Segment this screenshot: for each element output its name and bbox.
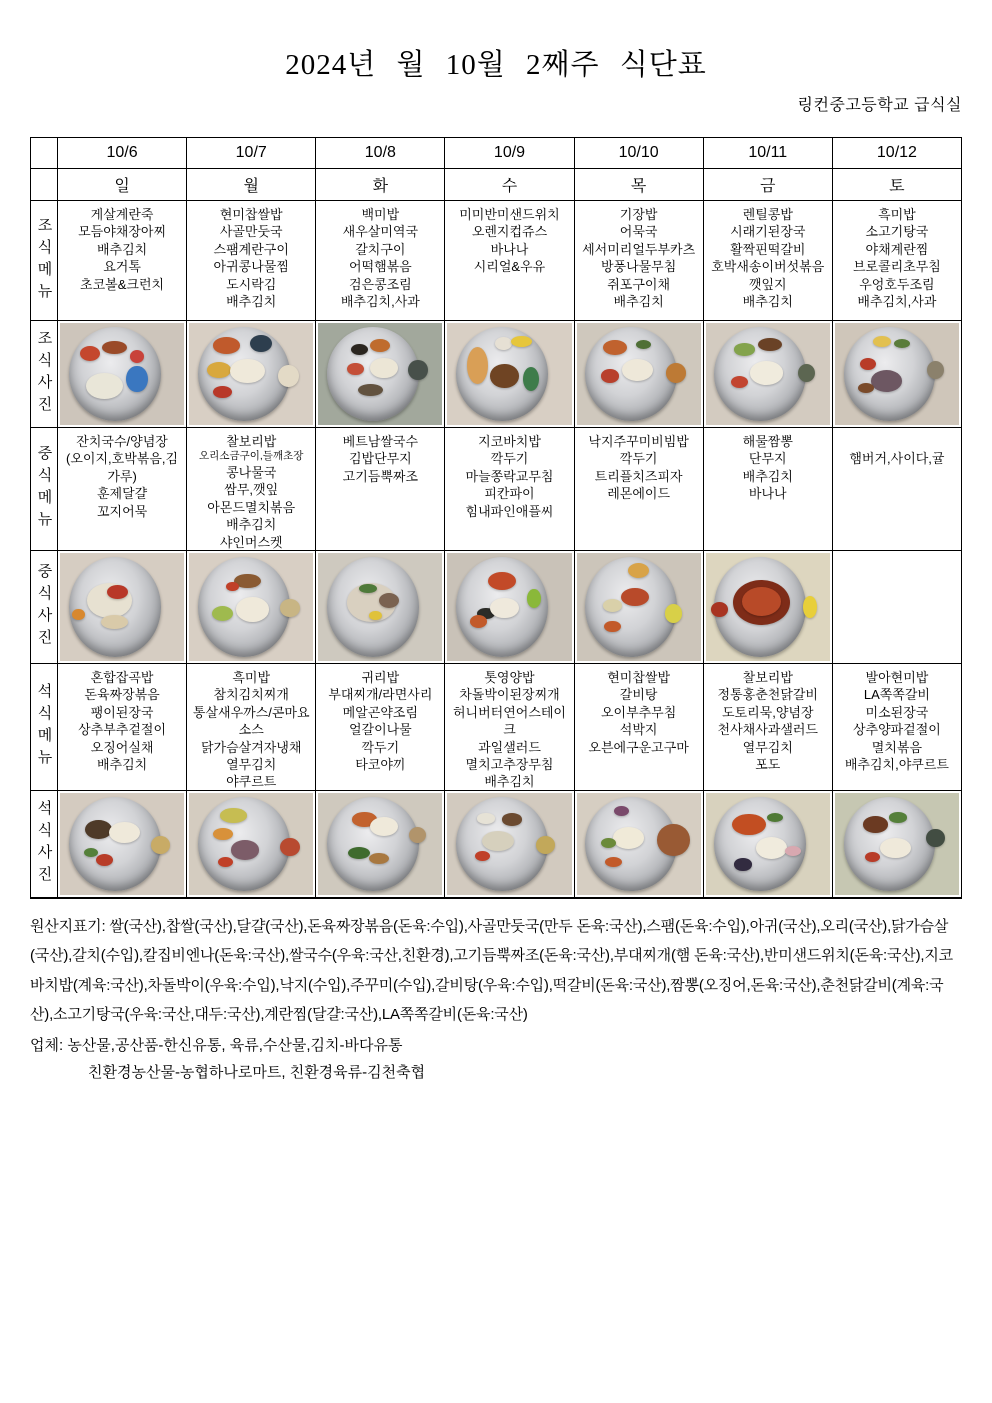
menu-item: 호박새송이버섯볶음 <box>711 259 825 275</box>
menu-item: 오렌지컵쥬스 <box>471 224 548 240</box>
menu-item: 아귀콩나물찜 <box>213 259 289 275</box>
lunch-menu-label-text: 중식메뉴 <box>35 445 53 533</box>
food-item <box>798 364 815 382</box>
dinner-photo-cell-4 <box>575 791 704 898</box>
meal-tray-photo <box>447 793 571 895</box>
breakfast-photo-cell-3 <box>445 321 574 428</box>
food-item <box>927 361 944 379</box>
lunch-photo-cell-1 <box>187 551 316 664</box>
dinner-photo-cell-3 <box>445 791 574 898</box>
menu-item: 현미찹쌀밥 <box>219 207 283 222</box>
menu-item: 배추김치 <box>96 241 148 257</box>
meal-tray-photo <box>189 793 313 895</box>
date-cell-3: 10/9 <box>445 138 574 169</box>
menu-item: 백미밥 <box>361 207 400 222</box>
breakfast-photo-cell-2 <box>316 321 445 428</box>
lunch-menu-cell-3 <box>445 428 574 551</box>
menu-item: 시래기된장국 <box>730 224 806 240</box>
food-item <box>628 563 649 578</box>
menu-item: 과일샐러드 <box>478 739 541 755</box>
menu-item: 아몬드멸치볶음 <box>207 499 296 515</box>
menu-item: 훈제달걀 <box>96 486 148 502</box>
food-item <box>803 596 817 619</box>
food-item <box>231 840 260 859</box>
menu-item: 도시락김 <box>226 276 277 292</box>
food-item <box>926 829 945 847</box>
breakfast-menu-cell-0 <box>58 201 187 321</box>
dinner-photo-label-text: 석식사진 <box>35 800 53 888</box>
food-item <box>351 344 368 355</box>
food-item <box>126 366 147 393</box>
food-item <box>213 828 233 840</box>
meal-tray-photo <box>577 553 701 661</box>
food-item <box>226 582 238 592</box>
menu-item: 야채계란찜 <box>865 241 929 257</box>
breakfast-menu-cell-6 <box>833 201 962 321</box>
menu-item: 현미찹쌀밥 <box>607 670 671 685</box>
lunch-menu-cell-0 <box>58 428 187 551</box>
cafeteria-name: 링컨중고등학교 급식실 <box>797 97 962 114</box>
lunch-menu-cell-1 <box>187 428 316 551</box>
dinner-menu-cell-3 <box>445 664 574 791</box>
dinner-menu-cell-1 <box>187 664 316 791</box>
lunch-menu-cell-4 <box>575 428 704 551</box>
menu-item: 활짝핀떡갈비 <box>730 241 806 257</box>
meal-tray-photo <box>60 553 184 661</box>
food-item <box>665 604 682 622</box>
menu-item: 타코야끼 <box>355 757 406 773</box>
menu-item: 스팸계란구이 <box>213 241 289 257</box>
date-cell-6: 10/12 <box>833 138 962 169</box>
date-cell-0: 10/6 <box>58 138 187 169</box>
meal-tray-photo <box>706 793 830 895</box>
meal-tray-photo <box>577 793 701 895</box>
menu-item: 베트남쌀국수 <box>342 434 419 449</box>
food-item <box>666 363 686 382</box>
menu-item: 깻잎지 <box>748 276 787 292</box>
origin-labeling-text: 원산지표기: 쌀(국산),찹쌀(국산),달걀(국산),돈육짜장볶음(돈육:수입),사골만둣국(만두 돈육:국산),스팸(돈육:수입),아귀(국산),오리(국산),닭가슴살(국산),갈치(수입),칼집비엔나(돈육:국산),쌀국수(우육:국산,친환경),고기듬뿍짜조(돈육:국산),부대찌개(햄 돈육:국산),반미샌드위치(돈육:국산),지코바치밥(계육:국산),차돌박이(우육:수입),낙지(수입),주꾸미(수입),갈비탕(우육:수입),떡갈비(돈육:국산),짬뽕(오징어,돈육:국산),춘천닭갈비(계육:국산),소고기탕국(우육:국산,대두:국산),계란찜(달걀:국산),LA쪽쪽갈비(돈육:국산) <box>30 918 953 1023</box>
menu-table <box>30 137 962 899</box>
breakfast-menu-cell-2 <box>316 201 445 321</box>
meal-tray-photo <box>318 323 442 425</box>
lunch-menu-cell-5 <box>704 428 833 551</box>
menu-item: 게살계란죽 <box>90 207 154 222</box>
menu-item: 배추김치,사과 <box>340 294 420 310</box>
food-item <box>622 359 653 381</box>
menu-item: 석박지 <box>619 722 658 738</box>
menu-item: 배추김치 <box>484 774 535 790</box>
breakfast-photo-cell-6 <box>833 321 962 428</box>
menu-item: 김밥단무지 <box>348 451 412 467</box>
menu-item: 배추김치 <box>742 468 793 484</box>
menu-item: 상추부추겉절이 <box>78 722 167 738</box>
menu-item: 돈육짜장볶음 <box>84 687 160 703</box>
menu-item: 방풍나물무침 <box>600 259 677 275</box>
menu-item: 포도 <box>755 757 781 773</box>
food-item <box>230 359 265 383</box>
breakfast-menu-label <box>31 201 58 321</box>
suppliers-line-1: 업체: 농산물,공산품-한신유통, 육류,수산물,김치-바다유통 <box>30 1037 403 1054</box>
steel-tray <box>69 797 161 891</box>
dinner-photo-cell-2 <box>316 791 445 898</box>
food-item <box>873 336 892 347</box>
menu-item: 상추양파겉절이 <box>852 722 941 738</box>
menu-item: 찰보리밥 <box>742 670 793 685</box>
menu-item: 얼갈이나물 <box>348 722 412 738</box>
menu-item: 세서미리얼두부카츠 <box>582 241 696 257</box>
menu-item: 혼합잡곡밥 <box>90 670 154 685</box>
meal-tray-photo <box>447 553 571 661</box>
menu-item: 렌틸콩밥 <box>742 207 793 222</box>
dinner-menu-cell-4 <box>575 664 704 791</box>
menu-item: 열무김치 <box>226 757 277 773</box>
menu-item: 톳영양밥 <box>484 670 535 685</box>
food-item <box>467 347 488 384</box>
day-cell-3: 수 <box>445 169 574 201</box>
breakfast-photo-label-text: 조식사진 <box>35 330 53 418</box>
food-item <box>734 343 755 355</box>
menu-item: 오이부추무침 <box>600 704 677 720</box>
food-item <box>409 827 426 843</box>
menu-item: 깍두기 <box>361 739 400 755</box>
menu-item: 요거톡 <box>103 259 141 275</box>
food-item <box>379 593 399 608</box>
menu-item: 통살새우까스/콘마요소스 <box>192 704 310 738</box>
food-item <box>151 836 171 854</box>
menu-item: 시리얼&우유 <box>473 259 546 275</box>
corner-cell-top <box>31 138 58 169</box>
menu-item: 갈비탕 <box>619 687 658 703</box>
meal-tray-photo <box>60 793 184 895</box>
menu-item: 마늘쫑락교무침 <box>465 468 554 484</box>
food-item <box>369 611 381 621</box>
food-item <box>613 827 644 848</box>
menu-item: 쥐포구이채 <box>607 276 671 292</box>
breakfast-photo-label <box>31 321 58 428</box>
day-cell-2: 화 <box>316 169 445 201</box>
menu-item: 샤인머스켓 <box>219 534 283 550</box>
page-title: 2024년 월 10월 2째주 식단표 <box>285 49 707 81</box>
lunch-photo-label-text: 중식사진 <box>35 563 53 651</box>
meal-tray-photo <box>189 323 313 425</box>
meal-tray-photo <box>318 553 442 661</box>
lunch-photo-cell-2 <box>316 551 445 664</box>
menu-item: 깍두기 <box>490 451 529 467</box>
menu-item: 바나나 <box>490 241 529 257</box>
food-item <box>536 836 556 854</box>
food-item <box>72 609 84 620</box>
menu-item: 트리플치즈피자 <box>594 468 683 484</box>
food-item <box>220 808 247 822</box>
meal-tray-photo <box>189 553 313 661</box>
menu-item: 레몬에이드 <box>607 486 671 502</box>
menu-item: 힘내파인애플씨 <box>465 503 554 519</box>
dinner-menu-cell-6 <box>833 664 962 791</box>
food-item <box>785 846 801 856</box>
meal-tray-photo <box>835 793 959 895</box>
menu-item: 오븐에구운고구마 <box>588 739 689 755</box>
food-item <box>278 365 299 387</box>
food-item <box>212 606 233 621</box>
food-item <box>475 851 490 861</box>
menu-item: 갈치구이 <box>355 241 406 257</box>
dinner-menu-label <box>31 664 58 791</box>
dinner-menu-cell-0 <box>58 664 187 791</box>
menu-item: LA쪽쪽갈비 <box>863 687 930 703</box>
dinner-photo-cell-5 <box>704 791 833 898</box>
day-cell-0: 일 <box>58 169 187 201</box>
food-item <box>347 363 363 375</box>
menu-item: 소고기탕국 <box>865 224 929 240</box>
menu-item: 멸치고추장무침 <box>465 757 554 773</box>
day-cell-1: 월 <box>187 169 316 201</box>
date-cell-4: 10/10 <box>575 138 704 169</box>
menu-item: 꼬지어묵 <box>96 503 148 519</box>
food-item <box>527 589 541 607</box>
food-item <box>107 585 128 599</box>
day-cell-4: 목 <box>575 169 704 201</box>
menu-item: 배추김치 <box>613 294 664 310</box>
food-item <box>734 858 751 870</box>
menu-item: 배추김치 <box>226 294 277 310</box>
menu-item: 닭가슴살겨자냉채 <box>200 739 302 755</box>
food-item <box>80 346 100 361</box>
food-item <box>490 598 519 619</box>
food-item <box>523 367 539 391</box>
breakfast-photo-cell-1 <box>187 321 316 428</box>
food-item <box>732 814 766 835</box>
date-cell-5: 10/11 <box>704 138 833 169</box>
lunch-menu-cell-2 <box>316 428 445 551</box>
food-item <box>102 341 127 354</box>
menu-item: 참치김치찌개 <box>213 687 289 703</box>
menu-item: 열무김치 <box>742 739 793 755</box>
lunch-menu-label <box>31 428 58 551</box>
dinner-photo-cell-6 <box>833 791 962 898</box>
menu-item: 메알곤약조림 <box>342 704 419 720</box>
menu-item: 허니버터연어스테이크 <box>452 704 566 738</box>
lunch-photo-cell-6 <box>833 551 962 664</box>
food-item <box>470 615 487 628</box>
menu-item: 모듬야채장아찌 <box>78 224 167 240</box>
menu-item: 미소된장국 <box>865 704 929 720</box>
dinner-photo-label <box>31 791 58 898</box>
menu-item: 우엉호두조림 <box>859 276 935 292</box>
menu-item: 차돌박이된장찌개 <box>459 687 560 703</box>
menu-item: 단무지 <box>748 451 787 467</box>
food-item <box>711 602 728 617</box>
menu-item: 쌈무,깻잎 <box>224 482 279 498</box>
suppliers-block <box>30 1032 962 1086</box>
date-cell-2: 10/8 <box>316 138 445 169</box>
menu-item: 야쿠르트 <box>226 774 277 790</box>
food-item <box>490 364 519 387</box>
menu-item: 해물짬뽕 <box>742 434 793 449</box>
menu-item: 사골만둣국 <box>219 224 283 240</box>
food-item <box>894 339 910 348</box>
food-item <box>750 361 784 384</box>
food-item <box>477 813 494 823</box>
menu-item: 흑미밥 <box>232 670 271 685</box>
menu-item: 부대찌개/라면사리 <box>328 687 433 703</box>
date-cell-1: 10/7 <box>187 138 316 169</box>
lunch-photo-cell-3 <box>445 551 574 664</box>
food-item <box>657 824 689 856</box>
food-item <box>863 816 888 832</box>
menu-item: 기장밥 <box>619 207 658 222</box>
food-item <box>495 337 512 350</box>
meal-tray-photo <box>706 323 830 425</box>
day-cell-6: 토 <box>833 169 962 201</box>
food-item <box>601 369 618 382</box>
food-item <box>758 338 782 351</box>
menu-item: 새우살미역국 <box>342 224 419 240</box>
steel-tray <box>327 797 419 891</box>
menu-item: 찰보리밥 <box>226 434 277 449</box>
meal-tray-photo <box>447 323 571 425</box>
menu-item: 배추김치 <box>226 517 277 533</box>
breakfast-photo-cell-0 <box>58 321 187 428</box>
lunch-photo-label <box>31 551 58 664</box>
food-item <box>756 837 787 858</box>
dinner-photo-cell-0 <box>58 791 187 898</box>
menu-item: 배추김치,사과 <box>857 294 937 310</box>
menu-item: 미미반미샌드위치 <box>459 207 560 222</box>
meal-tray-photo <box>706 553 830 661</box>
menu-item: 초코볼&크런치 <box>80 276 165 292</box>
meal-tray-photo <box>60 323 184 425</box>
food-item <box>502 813 522 825</box>
menu-item: 배추김치 <box>96 757 148 773</box>
food-item <box>408 360 428 380</box>
breakfast-menu-cell-1 <box>187 201 316 321</box>
dinner-menu-label-text: 석식메뉴 <box>35 683 53 771</box>
food-item <box>280 838 300 856</box>
menu-item: 어떡햄볶음 <box>348 259 412 275</box>
food-item <box>369 853 389 864</box>
menu-item: 오징어실채 <box>90 739 154 755</box>
dinner-menu-cell-5 <box>704 664 833 791</box>
menu-item: 낙지주꾸미비빔밥 <box>588 434 689 449</box>
food-item <box>280 599 300 616</box>
food-item <box>370 358 397 378</box>
lunch-menu-cell-6 <box>833 428 962 551</box>
food-item <box>603 340 627 355</box>
dinner-photo-cell-1 <box>187 791 316 898</box>
menu-item: 바나나 <box>748 486 787 502</box>
day-cell-5: 금 <box>704 169 833 201</box>
menu-item: 잔치국수/양념장 <box>76 434 168 449</box>
menu-item: 정통홍춘천닭갈비 <box>717 687 818 703</box>
menu-item: 검은콩조림 <box>348 276 412 292</box>
menu-item: 피칸파이 <box>484 486 535 502</box>
dinner-menu-cell-2 <box>316 664 445 791</box>
meal-tray-photo <box>318 793 442 895</box>
menu-item: 어묵국 <box>619 224 658 240</box>
suppliers-line-2: 친환경농산물-농협하나로마트, 친환경육류-김천축협 <box>88 1064 426 1081</box>
menu-item: (오이지,호박볶음,김가루) <box>66 451 179 484</box>
food-item <box>236 597 270 622</box>
corner-cell-day <box>31 169 58 201</box>
menu-item: 도토리묵,양념장 <box>722 704 814 720</box>
food-item <box>636 340 651 349</box>
lunch-photo-cell-5 <box>704 551 833 664</box>
menu-item: 배추김치 <box>742 294 793 310</box>
breakfast-photo-cell-4 <box>575 321 704 428</box>
food-item <box>865 852 880 862</box>
breakfast-menu-cell-4 <box>575 201 704 321</box>
breakfast-menu-cell-5 <box>704 201 833 321</box>
lunch-photo-cell-0 <box>58 551 187 664</box>
food-item <box>213 337 240 353</box>
menu-item: 브로콜리초무침 <box>852 259 941 275</box>
menu-item: 귀리밥 <box>361 670 400 685</box>
food-item <box>889 812 906 822</box>
menu-item: 발아현미밥 <box>865 670 929 685</box>
breakfast-photo-cell-5 <box>704 321 833 428</box>
menu-item: 깍두기 <box>619 451 658 467</box>
menu-item: 천사채사과샐러드 <box>717 722 818 738</box>
food-item <box>84 848 98 857</box>
menu-item: 오리소금구이,들깨초장 <box>199 450 304 463</box>
menu-item: 지코바치밥 <box>478 434 541 449</box>
menu-item: 햄버거,사이다,귤 <box>849 451 945 467</box>
meal-tray-photo <box>835 323 959 425</box>
menu-item: 멸치볶음 <box>871 739 923 755</box>
menu-item: 흑미밥 <box>878 207 916 222</box>
menu-item <box>835 433 959 450</box>
menu-item: 팽이된장국 <box>90 704 154 720</box>
meal-tray-photo <box>577 323 701 425</box>
breakfast-menu-cell-3 <box>445 201 574 321</box>
menu-item: 콩나물국 <box>226 465 277 481</box>
menu-item: 배추김치,야쿠르트 <box>844 757 949 773</box>
menu-item: 고기듬뿍짜조 <box>342 468 419 484</box>
breakfast-menu-label-text: 조식메뉴 <box>35 216 53 305</box>
lunch-photo-cell-4 <box>575 551 704 664</box>
